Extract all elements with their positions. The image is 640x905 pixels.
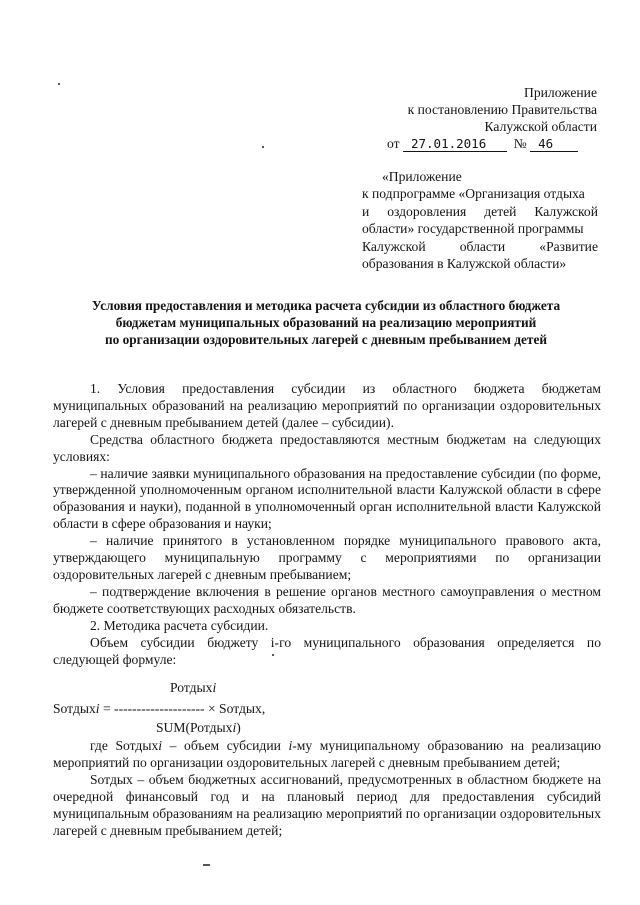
- paragraph-condition-budget: – подтверждение включения в решение органов местного самоуправления о местном бюджете соответствующих расходных обязательств.: [53, 583, 601, 616]
- appendix-line-3: и оздоровления детей Калужской: [362, 203, 598, 219]
- definitions-section: [53, 738, 601, 839]
- formula-denominator: SUM(Ротдыхi): [156, 720, 241, 735]
- approval-header: [365, 84, 597, 152]
- scan-speck: [58, 83, 60, 85]
- paragraph-method-heading: 2. Методика расчета субсидии.: [90, 617, 269, 633]
- formula-fraction-bar: --------------------: [114, 701, 205, 716]
- scan-speck: [272, 654, 274, 656]
- paragraph-condition-legal-act: – наличие принятого в установленном порядке муниципального правового акта, утверждающего муниципальную программу с мероприятиями по организации оздоровительных лагерей с дневным пребыванием;: [53, 533, 601, 582]
- paragraph-formula-intro: Объем субсидии бюджету i-го муниципального образования определяется по следующей формуле:: [53, 634, 601, 667]
- number-prefix: №: [513, 136, 527, 151]
- formula-numerator: Ротдыхi: [170, 680, 217, 695]
- paragraph-funds: Средства областного бюджета предоставляются местным бюджетам на следующих условиях:: [53, 431, 601, 464]
- appendix-line-4: области» государственной программы: [362, 221, 584, 237]
- scan-speck: [203, 864, 210, 866]
- title-line-3: по организации оздоровительных лагерей с дневным пребыванием детей: [104, 332, 548, 347]
- header-date-line: [365, 135, 597, 152]
- header-line-3: Калужской области: [484, 119, 597, 134]
- appendix-line-1: «Приложение: [382, 169, 462, 184]
- title-line-1: Условия предоставления и методика расчета субсидии из областного бюджета: [91, 298, 561, 313]
- subprogram-appendix: [362, 168, 598, 272]
- appendix-line-2: к подпрограмме «Организация отдыха: [362, 186, 585, 202]
- document-title: [50, 297, 602, 348]
- definition-total-allocation: Sотдых – объем бюджетных ассигнований, предусмотренных в областном бюджете на очередной финансовый год и на плановый период для предоставления субсидий муниципальным образованиям на реализацию мероприятий по организации оздоровительных лагерей с дневным пребыванием детей;: [53, 771, 601, 838]
- header-line-2: к постановлению Правительства: [407, 102, 597, 117]
- date-prefix: от: [387, 136, 400, 151]
- paragraph-conditions: 1. Условия предоставления субсидии из областного бюджета бюджетам муниципальных образований на реализацию мероприятий по организации оздоровительных лагерей с дневным пребыванием детей (далее – субсидии).: [53, 381, 601, 430]
- subsidy-formula: [53, 679, 453, 736]
- appendix-line-5: Калужской области «Развитие: [362, 238, 598, 254]
- title-line-2: бюджетам муниципальных образований на реализацию мероприятий: [115, 315, 537, 330]
- scan-speck: [262, 146, 264, 148]
- appendix-line-6: образования в Калужской области»: [362, 256, 567, 272]
- conditions-section: [53, 381, 601, 668]
- decree-date: 27.01.2016: [403, 136, 507, 152]
- decree-number: 46: [530, 136, 578, 152]
- paragraph-condition-application: – наличие заявки муниципального образования на предоставление субсидии (по форме, утвержденной уполномоченным органом исполнительной власти Калужской области в сфере образования и науки), поданной в уполномоченный орган исполнительной власти Калужской области в сфере образования и науки;: [53, 465, 601, 532]
- definition-subsidy-amount: где Sотдыхi – объем субсидии i-му муниципальному образованию на реализацию мероприятий по организации оздоровительных лагерей с дневным пребыванием детей;: [53, 738, 601, 770]
- header-line-1: Приложение: [524, 85, 597, 100]
- formula-main-line: Sотдыхi = -------------------- × Sотдых,: [53, 701, 266, 716]
